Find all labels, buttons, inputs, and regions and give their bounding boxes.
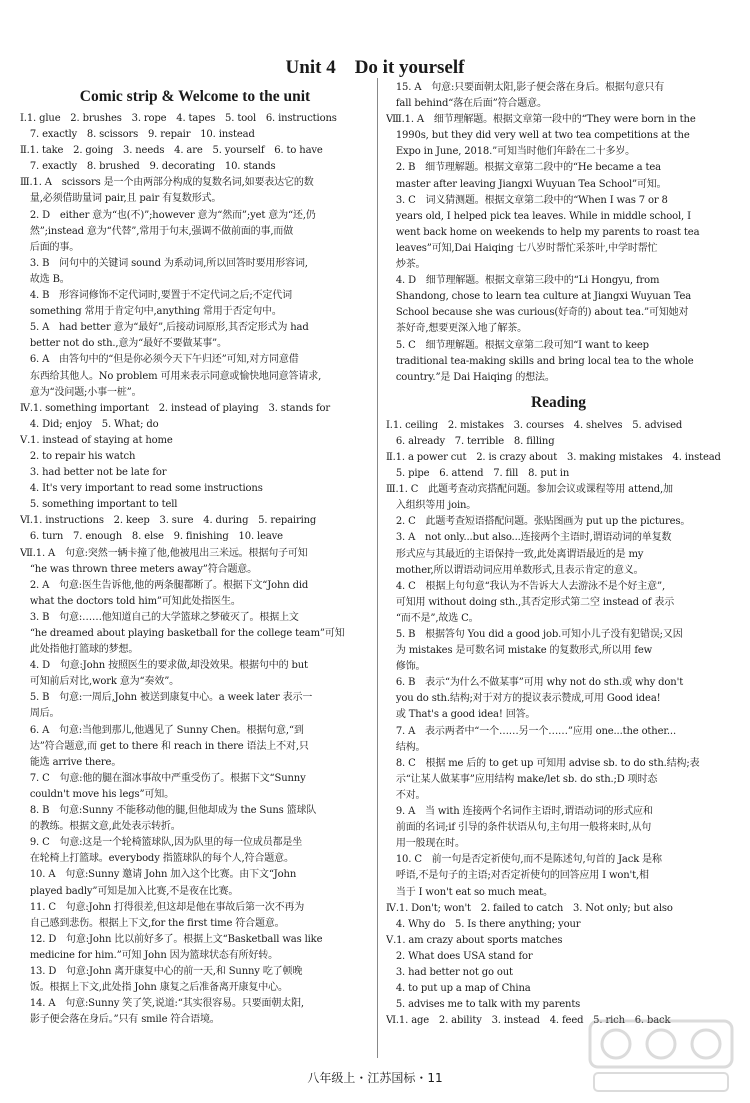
answer-line: 2. D either 意为“也(不)”;however 意为“然而”;yet 意为“还,仍 [20, 209, 316, 221]
answer-line: Ⅵ.1. instructions 2. keep 3. sure 4. during 5. repairing [20, 515, 317, 527]
answer-line: 4. D 句意:John 按照医生的要求做,却没效果。根据句中的 but [20, 660, 308, 672]
answer-line: 4. C 根据上句句意“我认为不告诉大人去游泳不是个好主意”, [386, 580, 665, 592]
answer-line: 5. advises me to talk with my parents [386, 999, 581, 1011]
answer-line: 14. A 句意:Sunny 笑了笑,说道:“其实很容易。只要面朝太阳, [20, 998, 304, 1010]
answer-line: Shandong, chose to learn tea culture at Jiangxi Wuyuan Tea [386, 291, 692, 303]
answer-line: 9. C 句意:这是一个轮椅篮球队,因为队里的每一位成员都是坐 [20, 837, 303, 849]
answer-line: country.”是 Dai Haiqing 的想法。 [386, 371, 555, 383]
answer-line: Ⅲ.1. A scissors 是一个由两部分构成的复数名词,如要表达它的数 [20, 177, 314, 189]
answer-line: 6. A 句意:当他到那儿,他遇见了 Sunny Chen。根据句意,“到 [20, 724, 304, 736]
answer-line: played badly”可知是加入比赛,不是夜在比赛。 [20, 885, 239, 897]
answer-line: 5. A had better 意为“最好”,后接动词原形,其否定形式为 had [20, 322, 309, 334]
answer-line: Ⅰ.1. ceiling 2. mistakes 3. courses 4. shelves 5. advised [386, 419, 683, 431]
answer-line: 4. Did; enjoy 5. What; do [20, 418, 159, 430]
right-column [386, 80, 731, 1029]
answer-line: 在轮椅上打篮球。everybody 指篮球队的每个人,符合题意。 [20, 853, 294, 865]
answer-line: leaves”可知,Dai Haiqing 七八岁时帮忙采茶叶,中学时帮忙 [386, 242, 658, 254]
answer-line: Ⅱ.1. a power cut 2. is crazy about 3. making mistakes 4. instead [386, 451, 721, 463]
answer-line: what the doctors told him”可知此处指医生。 [20, 595, 241, 607]
answer-line: Ⅷ.1. A 细节理解题。根据文章第一段中的“They were born in the [386, 114, 696, 126]
answer-line: 8. B 句意:Sunny 不能移动他的腿,但他却成为 the Suns 篮球队 [20, 805, 317, 817]
right-top-answer-lines [386, 80, 731, 386]
answer-line: 自己感到悲伤。根据上下文,for the first time 符合题意。 [20, 917, 285, 929]
answer-line: 6. turn 7. enough 8. else 9. finishing 10. leave [20, 531, 283, 543]
answer-line: 3. had better not be late for [20, 467, 167, 479]
answer-line: 达”符合题意,而 get to there 和 reach in there 语法上不对,只 [20, 740, 309, 752]
answer-line: 3. B 问句中的关键词 sound 为系动词,所以回答时要用形容词, [20, 257, 308, 269]
answer-line: 15. A 句意:只要面朝太阳,影子便会落在身后。根据句意只有 [386, 82, 665, 93]
answer-line: 2. to repair his watch [20, 450, 136, 462]
answer-line: “而不是”,故选 C。 [386, 612, 479, 624]
answer-line: 4. Why do 5. Is there anything; your [386, 918, 581, 930]
answer-line: 11. C 句意:John 打得很差,但这却是他在事故后第一次不再为 [20, 901, 305, 913]
answer-line: Ⅳ.1. Don't; won't 2. failed to catch 3. Not only; but also [386, 902, 673, 914]
answer-line: 5. B 根据答句 You did a good job.可知小儿子没有犯错误;又因 [386, 629, 683, 640]
answer-line: 故选 B。 [20, 273, 70, 285]
answer-line: 5. pipe 6. attend 7. fill 8. put in [386, 468, 570, 480]
answer-line: 此处指他打篮球的梦想。 [20, 644, 139, 656]
answer-line: Ⅱ.1. take 2. going 3. needs 4. are 5. yourself 6. to have [20, 145, 323, 157]
answer-line: 茶好奇,想要更深入地了解茶。 [386, 323, 527, 335]
answer-line: 形式应与其最近的主语保持一致,此处离谓语最近的是 my [386, 548, 644, 560]
answer-line: 4. D 细节理解题。根据文章第三段中的“Li Hongyu, from [386, 275, 660, 287]
answer-line: traditional tea-making skills and bring local tea to the whole [386, 355, 694, 367]
answer-line: Ⅴ.1. instead of staying at home [20, 434, 173, 446]
answer-line: Ⅶ.1. A 句意:突然一辆卡撞了他,他被甩出三米远。根据句子可知 [20, 547, 308, 559]
answer-line: went back home on weekends to help my parents to roast tea [386, 226, 700, 238]
answer-line: 5. C 细节理解题。根据文章第二段可知“I want to keep [386, 339, 649, 351]
right-bottom-answer-lines [386, 418, 731, 1030]
answer-line: 2. C 此题考查短语搭配问题。张贴图画为 put up the pictures。 [386, 516, 691, 528]
answer-line: 4. B 形容词修饰不定代词时,要置于不定代词之后;不定代词 [20, 290, 292, 302]
answer-line: 的教练。根据文意,此处表示转折。 [20, 821, 181, 833]
answer-line: mother,所以谓语动词应用单数形式,且表示肯定的意义。 [386, 564, 644, 576]
answer-line: 7. A 表示两者中“一个……另一个……”应用 one...the other... [386, 725, 676, 737]
answer-line: 2. What does USA stand for [386, 950, 533, 962]
answer-line: 6. A 由答句中的“但是你必须今天下午归还”可知,对方同意借 [20, 354, 299, 366]
answer-line: 4. It's very important to read some instructions [20, 483, 263, 495]
answer-line: Ⅵ.1. age 2. ability 3. instead 4. feed 5. rich 6. back [386, 1015, 671, 1027]
answer-line: 3. B 句意:……他知道自己的大学篮球之梦破灭了。根据上文 [20, 611, 299, 623]
page-title: Unit 4 Do it yourself [285, 57, 465, 78]
answer-line: School because she was curious(好奇的) about tea.”可知她对 [386, 307, 689, 319]
answer-line: 当于 I won't eat so much meat。 [386, 886, 553, 898]
answer-line: 1990s, but they did very well at two tea competitions at the [386, 130, 690, 142]
answer-line: 意为“没问题;小事一桩”。 [20, 386, 142, 398]
answer-line: something 常用于肯定句中,anything 常用于否定句中。 [20, 306, 282, 318]
answer-line: years old, I helped pick tea leaves. While in middle school, I [386, 210, 691, 222]
answer-line: medicine for him.”可知 John 因为篮球状态有所好转。 [20, 949, 278, 961]
answer-line: 示“让某人做某事”应用结构 make/let sb. do sth.;D 项时态 [386, 773, 658, 785]
answer-line: 量,必须借助量词 pair,且 pair 有复数形式。 [20, 193, 222, 205]
answer-line: 修饰。 [386, 661, 426, 673]
answer-line: 7. exactly 8. brushed 9. decorating 10. stands [20, 161, 276, 173]
answer-line: Ⅰ.1. glue 2. brushes 3. rope 4. tapes 5. tool 6. instructions [20, 113, 337, 124]
left-column [20, 82, 370, 1028]
answer-line: 2. B 细节理解题。根据文章第二段中的“He became a tea [386, 162, 661, 174]
answer-line: 为 mistakes 是可数名词 mistake 的复数形式,所以用 few [386, 645, 653, 657]
answer-line: couldn't move his legs”可知。 [20, 788, 174, 800]
answer-line: you do sth.结构;对于对方的提议表示赞成,可用 Good idea! [386, 693, 661, 705]
answer-line: 6. B 表示“为什么不做某事”可用 why not do sth.或 why don't [386, 677, 684, 689]
answer-line: “he was thrown three meters away”符合题意。 [20, 563, 257, 575]
answer-line: 9. A 当 with 连接两个名词作主语时,谓语动词的形式应和 [386, 806, 653, 818]
answer-line: 用一般现在时。 [386, 838, 465, 850]
answer-line: 4. to put up a map of China [386, 983, 531, 995]
answer-line: 3. C 词义猜测题。根据文章第二段中的“When I was 7 or 8 [386, 194, 668, 206]
answer-line: 7. exactly 8. scissors 9. repair 10. instead [20, 129, 255, 141]
answer-line: 影子便会落在身后。”只有 smile 符合语境。 [20, 1014, 220, 1026]
answer-line: “he dreamed about playing basketball for the college team”可知 [20, 628, 345, 639]
section-heading-reading: Reading [530, 393, 587, 411]
answer-line: master after leaving Jiangxi Wuyuan Tea School”可知。 [386, 178, 667, 190]
answer-line: Ⅳ.1. something important 2. instead of playing 3. stands for [20, 402, 331, 414]
answer-line: Expo in June, 2018.”可知当时他们年龄在二十多岁。 [386, 146, 636, 158]
answer-line: Ⅲ.1. C 此题考查动宾搭配问题。参加会议或课程等用 attend,加 [386, 484, 673, 496]
answer-line: 8. C 根据 me 后的 to get up 可知用 advise sb. to do sth.结构;表 [386, 757, 700, 769]
answer-line: 然”;instead 意为“代替”,常用于句末,强调不做前面的事,而做 [20, 225, 294, 237]
answer-line: 前面的名词;if 引导的条件状语从句,主句用一般将来时,从句 [386, 822, 652, 834]
answer-line: 饭。根据上下文,此处指 John 康复之后准备离开康复中心。 [20, 982, 288, 994]
answer-line: fall behind“落在后面”符合题意。 [386, 98, 547, 110]
answer-line: 呼语,不是句子的主语;对否定祈使句的回答应用 I won't,相 [386, 870, 649, 882]
answer-line: 或 That's a good idea! 回答。 [386, 709, 536, 721]
answer-line: 周后。 [20, 708, 60, 720]
answer-line: 不对。 [386, 789, 426, 801]
answer-line: 2. A 句意:医生告诉他,他的两条腿都断了。根据下文“John did [20, 579, 309, 591]
answer-line: 东西给其他人。No problem 可用来表示同意或愉快地同意答请求, [20, 370, 322, 382]
answer-line: 10. C 前一句是否定祈使句,而不是陈述句,句首的 Jack 是称 [386, 854, 662, 866]
answer-line: 可知前后对比,work 意为“奏效”。 [20, 676, 180, 688]
answer-line: 结构。 [386, 741, 426, 753]
answer-line: 入组织等用 join。 [386, 500, 477, 512]
answer-line: 可知用 without doing sth.,其否定形式第二空 instead of 表示 [386, 596, 675, 608]
left-answer-lines [20, 111, 370, 1028]
answer-line: 5. B 句意:一周后,John 被送到康复中心。a week later 表示一 [20, 692, 313, 704]
answer-line: 7. C 句意:他的腿在溜冰事故中严重受伤了。根据下文“Sunny [20, 772, 306, 784]
answer-line: 3. A not only...but also...连接两个主语时,谓语动词的单复数 [386, 532, 672, 544]
answer-line: 后面的事。 [20, 241, 80, 253]
answer-line: 13. D 句意:John 离开康复中心的前一天,和 Sunny 吃了顿晚 [20, 965, 303, 977]
answer-line: better not do sth.,意为“最好不要做某事”。 [20, 338, 227, 350]
page-footer: 八年级上・江苏国标・11 [307, 1071, 443, 1085]
answer-line: 能选 arrive there。 [20, 756, 122, 768]
answer-line: 炒茶。 [386, 259, 426, 271]
answer-line: Ⅴ.1. am crazy about sports matches [386, 934, 563, 946]
column-divider [377, 78, 378, 1058]
answer-line: 5. something important to tell [20, 499, 178, 511]
section-heading-comic-strip: Comic strip & Welcome to the unit [79, 88, 311, 105]
answer-line: 6. already 7. terrible 8. filling [386, 435, 555, 447]
answer-line: 10. A 句意:Sunny 邀请 John 加入这个比赛。由下文“John [20, 869, 297, 881]
answer-line: 3. had better not go out [386, 966, 513, 978]
watermark-logo-icon [586, 1017, 736, 1095]
answer-line: 12. D 句意:John 比以前好多了。根据上文“Basketball was like [20, 933, 323, 945]
